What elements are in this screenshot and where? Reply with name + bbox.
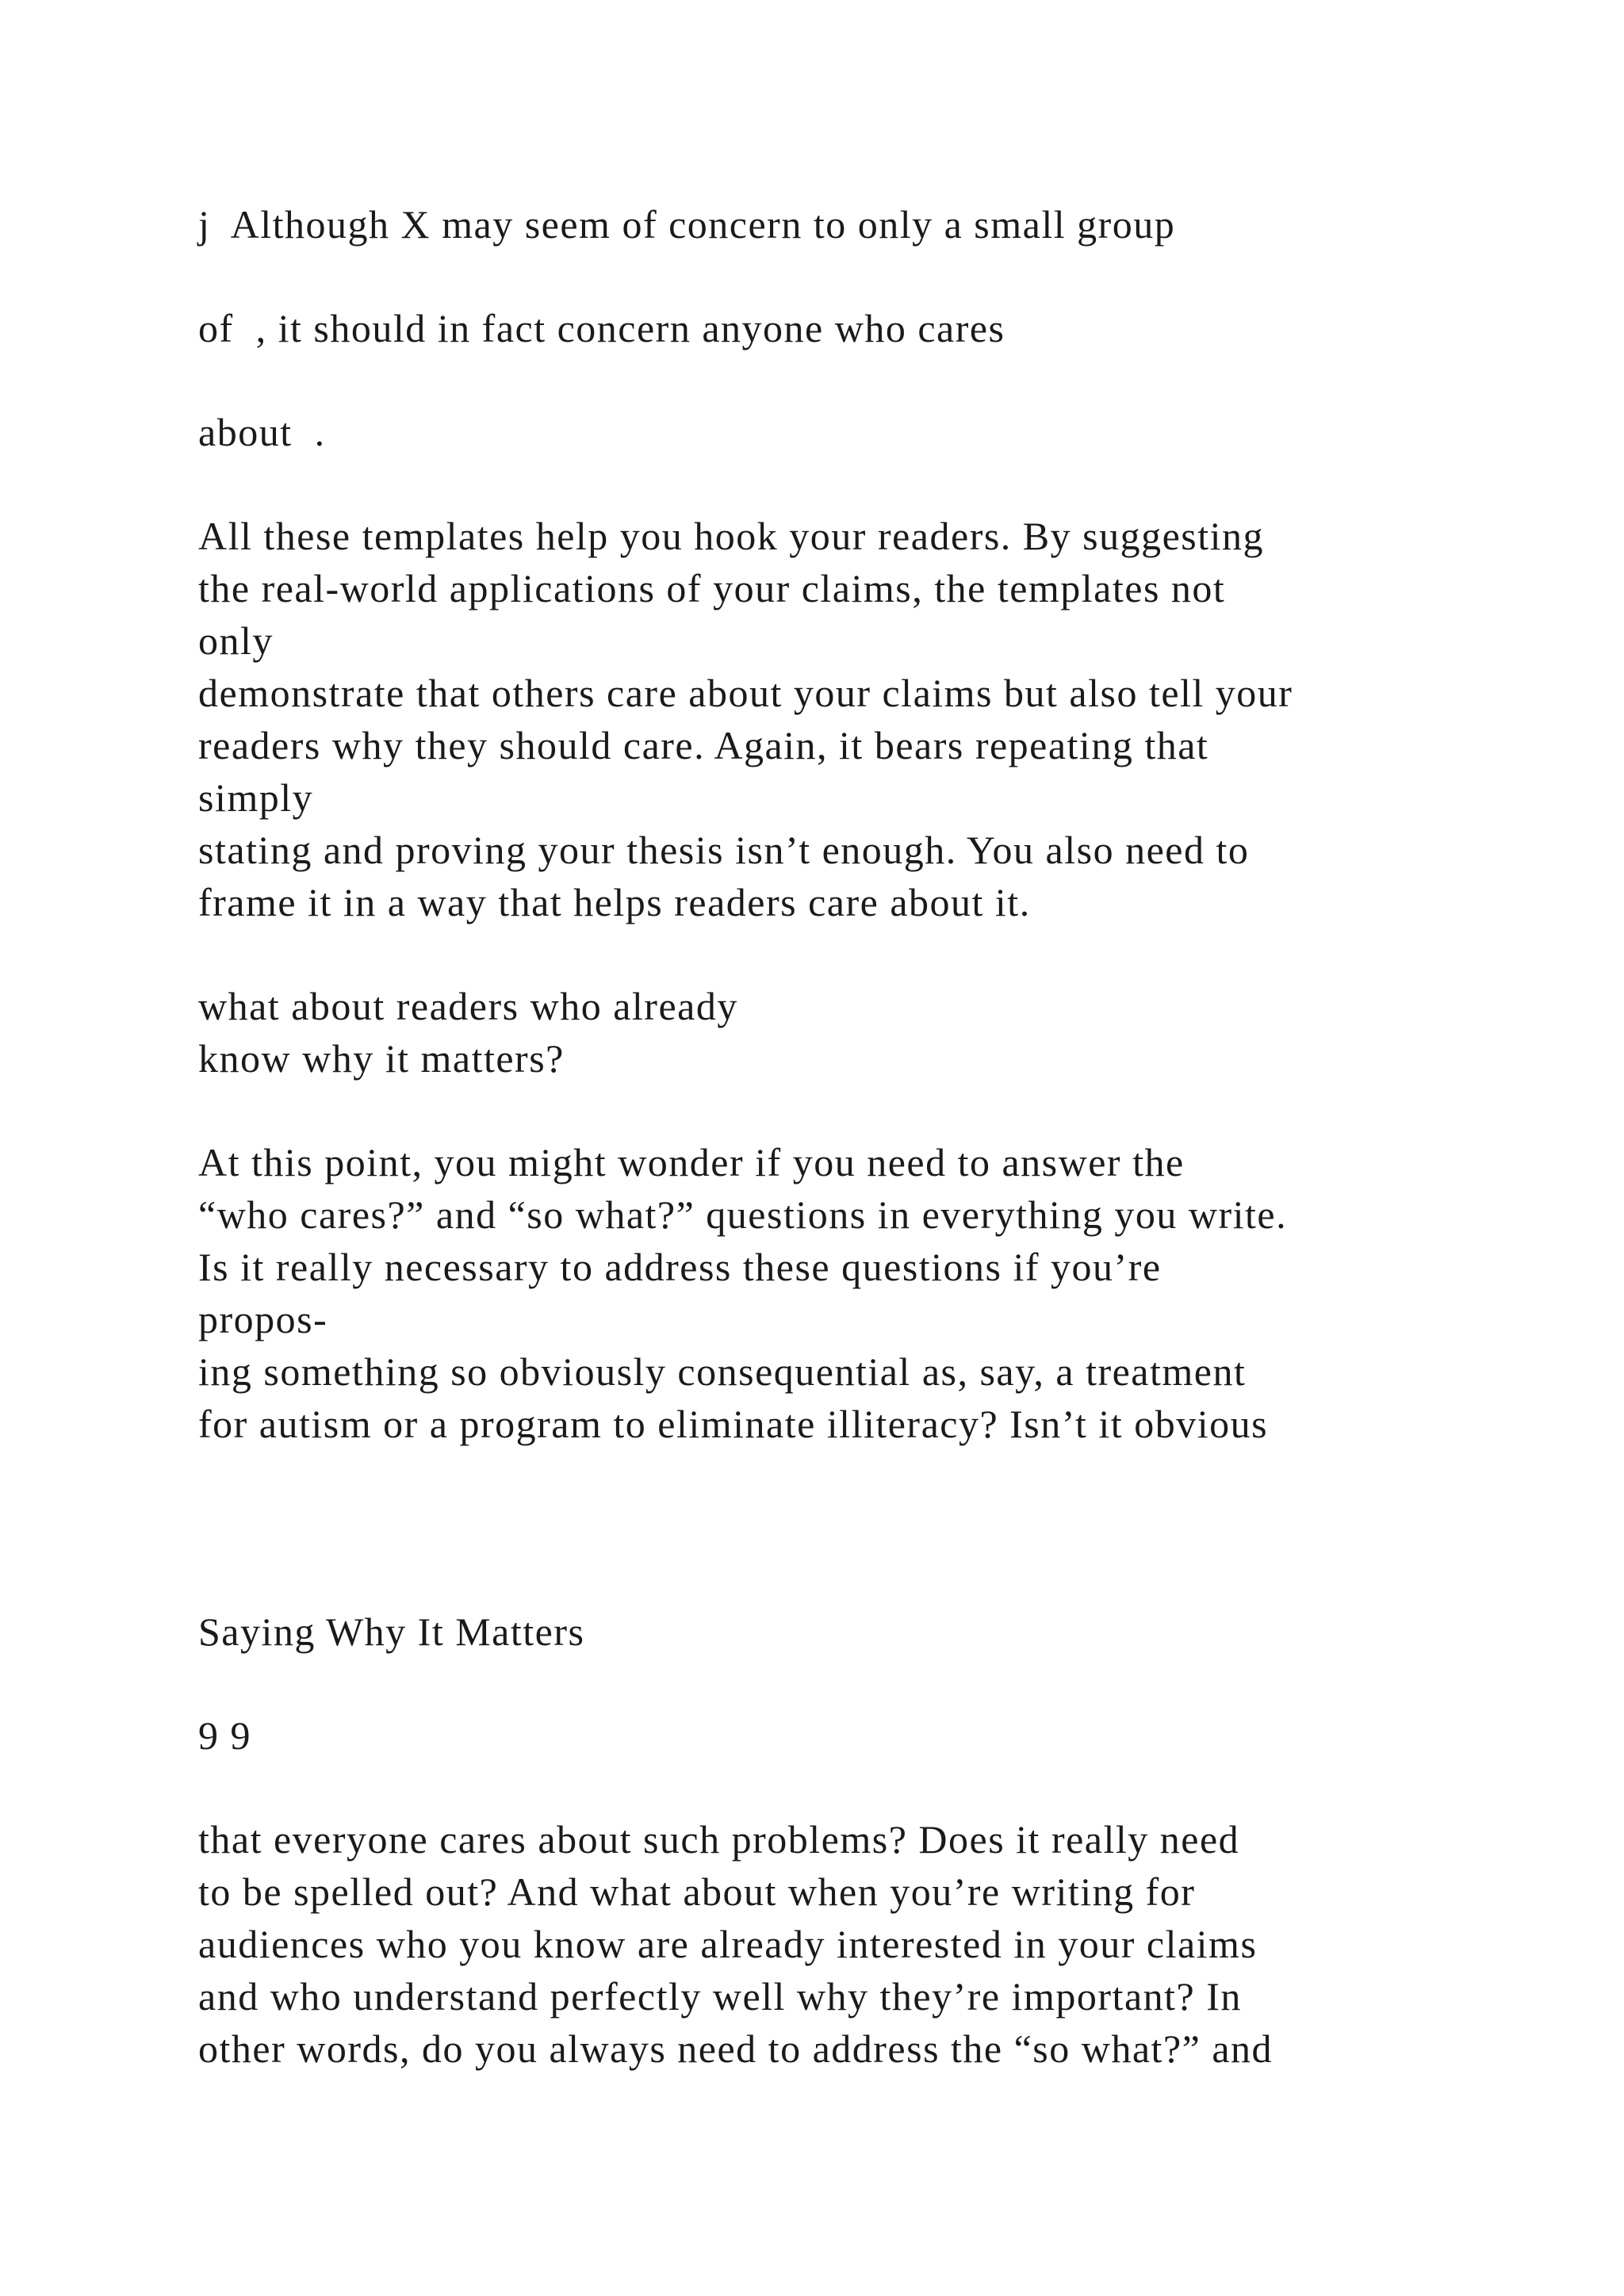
template-line-2: of , it should in fact concern anyone who cares [198, 306, 1005, 350]
paragraph-line: that everyone cares about such problems? Does it really need [198, 1817, 1240, 1862]
paragraph-line: All these templates help you hook your readers. By suggesting [198, 514, 1265, 558]
paragraph-line: and who understand perfectly well why they’re important? In [198, 1974, 1242, 2019]
paragraph-line: stating and proving your thesis isn’t enough. You also need to [198, 828, 1250, 872]
paragraph-line: to be spelled out? And what about when you’re writing for [198, 1869, 1196, 1914]
paragraph-line: frame it in a way that helps readers care about it. [198, 880, 1031, 924]
page-number: 9 9 [198, 1713, 251, 1758]
paragraph-line: demonstrate that others care about your claims but also tell your [198, 671, 1293, 715]
paragraph-line: other words, do you always need to address the “so what?” and [198, 2026, 1274, 2071]
paragraph-line: audiences who you know are already interested in your claims [198, 1922, 1258, 1966]
paragraph-line: readers why they should care. Again, it bears repeating that [198, 723, 1209, 767]
paragraph-line: At this point, you might wonder if you need to answer the [198, 1140, 1185, 1184]
paragraph-line: only [198, 618, 274, 663]
paragraph-line: “who cares?” and “so what?” questions in everything you write. [198, 1192, 1288, 1237]
paragraph-line: ing something so obviously consequential as, say, a treatment [198, 1349, 1247, 1394]
section-heading-line: what about readers who already [198, 984, 738, 1028]
running-header: Saying Why It Matters [198, 1609, 585, 1654]
section-heading-line: know why it matters? [198, 1036, 565, 1081]
template-line-3: about . [198, 410, 326, 454]
paragraph-line: simply [198, 775, 314, 820]
paragraph-line: for autism or a program to eliminate illiteracy? Isn’t it obvious [198, 1402, 1269, 1446]
paragraph-line: the real-world applications of your claims, the templates not [198, 566, 1226, 610]
template-line-1: j Although X may seem of concern to only a small group [198, 202, 1176, 247]
paragraph-line: propos- [198, 1297, 328, 1341]
paragraph-line: Is it really necessary to address these questions if you’re [198, 1245, 1162, 1289]
